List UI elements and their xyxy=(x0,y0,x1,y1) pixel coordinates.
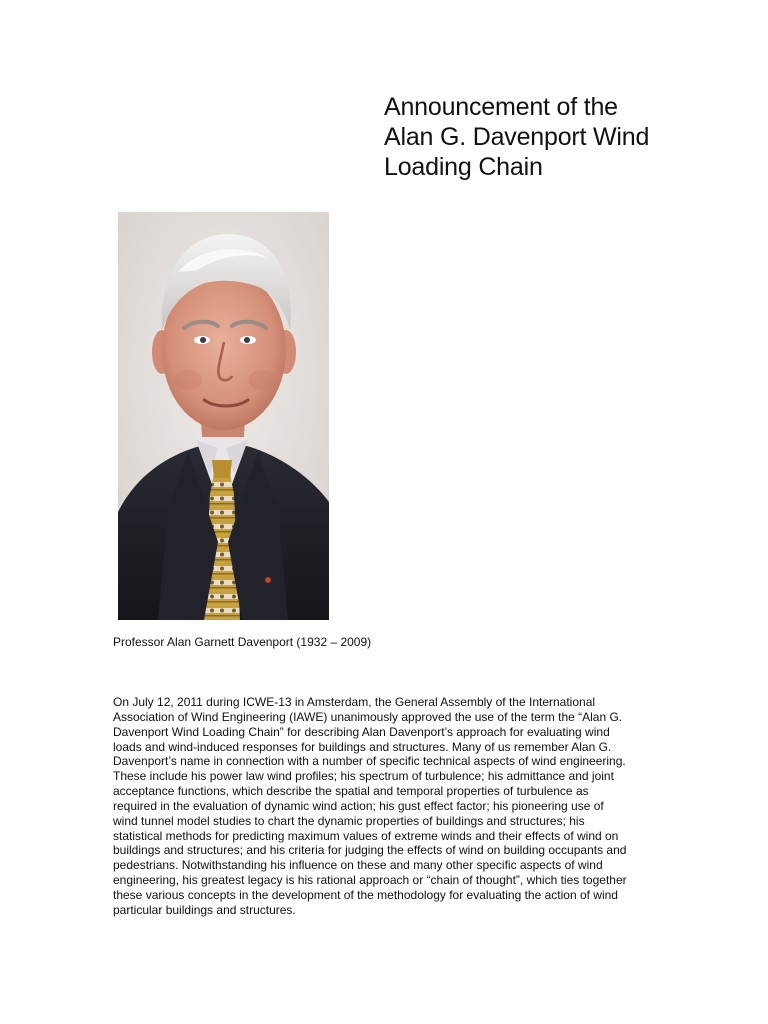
page-title xyxy=(384,92,714,182)
paragraph-line: statistical methods for predicting maximum values of extreme winds and their effects of wind on xyxy=(113,828,619,843)
portrait-photo-icon xyxy=(118,212,329,620)
paragraph-line: particular buildings and structures. xyxy=(113,902,296,917)
paragraph-line: Association of Wind Engineering (IAWE) unanimously approved the use of the term the “Alan G. xyxy=(113,709,623,724)
paragraph-line: These include his power law wind profiles; his spectrum of turbulence; his admittance and joint xyxy=(113,769,614,784)
paragraph-line: acceptance functions, which describe the spatial and temporal properties of turbulence as xyxy=(113,784,589,799)
paragraph-line: these various concepts in the development of the methodology for evaluating the action of wind xyxy=(113,887,618,902)
title-line-3: Loading Chain xyxy=(384,153,543,181)
paragraph-line: required in the evaluation of dynamic wind action; his gust effect factor; his pioneering use of xyxy=(113,798,604,813)
title-line-1: Announcement of the xyxy=(384,93,618,121)
paragraph-line: buildings and structures; and his criteria for judging the effects of wind on building occupants and xyxy=(113,843,627,858)
title-line-2: Alan G. Davenport Wind xyxy=(384,123,650,151)
paragraph-line: Davenport’s name in connection with a number of specific technical aspects of wind engineering. xyxy=(113,754,626,769)
paragraph-line: engineering, his greatest legacy is his rational approach or “chain of thought”, which ties together xyxy=(113,873,627,888)
announcement-paragraph xyxy=(113,695,673,918)
photo-caption: Professor Alan Garnett Davenport (1932 – 2009) xyxy=(113,635,372,649)
paragraph-line: pedestrians. Notwithstanding his influence on these and many other specific aspects of wind xyxy=(113,858,603,873)
paragraph-line: On July 12, 2011 during ICWE-13 in Amsterdam, the General Assembly of the International xyxy=(113,695,596,709)
paragraph-line: wind tunnel model studies to chart the dynamic properties of buildings and structures; his xyxy=(113,813,585,828)
paragraph-line: loads and wind-induced responses for buildings and structures. Many of us remember Alan G. xyxy=(113,739,612,754)
portrait-photo xyxy=(118,212,329,620)
paragraph-line: Davenport Wind Loading Chain” for describing Alan Davenport’s approach for evaluating wind xyxy=(113,724,610,739)
